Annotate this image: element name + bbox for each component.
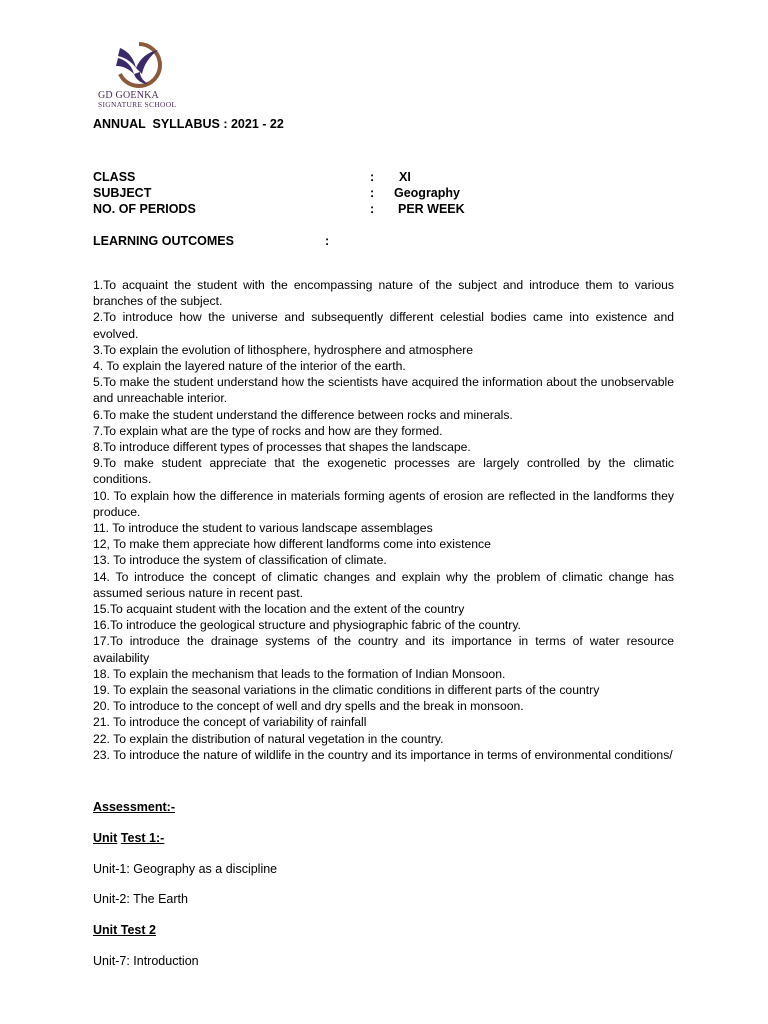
info-label: CLASS — [93, 170, 136, 184]
list-item: 11. To introduce the student to various landscape assemblages — [93, 521, 433, 536]
learning-outcomes-list — [93, 277, 674, 763]
info-value: PER WEEK — [398, 202, 465, 216]
learning-outcomes-label: LEARNING OUTCOMES — [93, 234, 234, 248]
list-item: 21. To introduce the concept of variability of rainfall — [93, 715, 367, 730]
list-item: 4. To explain the layered nature of the interior of the earth. — [93, 359, 406, 374]
list-item: 20. To introduce to the concept of well and dry spells and the break in monsoon. — [93, 699, 524, 714]
unit-7-text: Unit-7: Introduction — [93, 954, 199, 968]
school-logo — [90, 38, 200, 114]
list-item: 9.To make student appreciate that the exogenetic processes are largely controlled by the climatic conditions. — [93, 456, 674, 487]
info-colon: : — [370, 202, 375, 216]
info-label: SUBJECT — [93, 186, 152, 200]
unit-2-text: Unit-2: The Earth — [93, 892, 188, 906]
list-item: 23. To introduce the nature of wildlife in the country and its importance in terms of environmental conditions/ — [93, 747, 673, 762]
info-colon: : — [370, 170, 375, 184]
list-item: 17.To introduce the drainage systems of the country and its importance in terms of water resource availability — [93, 634, 674, 665]
unit-1-text: Unit-1: Geography as a discipline — [93, 862, 278, 876]
learning-outcomes-colon: : — [325, 234, 330, 248]
info-value: Geography — [394, 186, 460, 200]
list-item: 18. To explain the mechanism that leads to the formation of Indian Monsoon. — [93, 666, 506, 681]
list-item: 14. To introduce the concept of climatic changes and explain why the problem of climatic change has assumed serious nature in recent past. — [93, 569, 674, 600]
list-item: 5.To make the student understand how the scientists have acquired the information about the unobservable and unreachable interior. — [93, 375, 674, 406]
list-item: 22. To explain the distribution of natural vegetation in the country. — [93, 731, 444, 746]
list-item: 1.To acquaint the student with the encompassing nature of the subject and introduce them to various branches of the subject. — [93, 278, 674, 309]
unit-test-2-heading: Unit Test 2 — [93, 923, 156, 937]
logo-school-subtitle: SIGNATURE SCHOOL — [98, 100, 177, 109]
list-item: 16.To introduce the geological structure and physiographic fabric of the country. — [93, 618, 521, 633]
list-item: 13. To introduce the system of classification of climate. — [93, 553, 387, 568]
list-item: 7.To explain what are the type of rocks and how are they formed. — [93, 423, 443, 438]
page-title: ANNUAL SYLLABUS : 2021 - 22 — [93, 117, 284, 131]
list-item: 8.To introduce different types of processes that shapes the landscape. — [93, 440, 471, 455]
logo-school-name: GD GOENKA — [98, 90, 159, 101]
unit-test-1-heading — [93, 831, 164, 845]
assessment-heading: Assessment:- — [93, 800, 175, 814]
list-item: 19. To explain the seasonal variations in the climatic conditions in different parts of the country — [93, 683, 600, 698]
list-item: 6.To make the student understand the difference between rocks and minerals. — [93, 407, 513, 422]
info-label: NO. OF PERIODS — [93, 202, 196, 216]
info-value: XI — [399, 170, 411, 184]
list-item: 2.To introduce how the universe and subsequently different celestial bodies came into existence and evolved. — [93, 310, 674, 341]
unit-test-1-prefix: Unit — [93, 831, 118, 845]
bird-ring-logo-icon — [112, 38, 166, 92]
list-item: 12, To make them appreciate how different landforms come into existence — [93, 537, 491, 552]
list-item: 3.To explain the evolution of lithosphere, hydrosphere and atmosphere — [93, 342, 474, 357]
info-colon: : — [370, 186, 375, 200]
unit-test-1-rest: Test 1:- — [120, 831, 165, 845]
list-item: 10. To explain how the difference in materials forming agents of erosion are reflected in the landforms they produce. — [93, 488, 674, 519]
list-item: 15.To acquaint student with the location and the extent of the country — [93, 602, 465, 617]
